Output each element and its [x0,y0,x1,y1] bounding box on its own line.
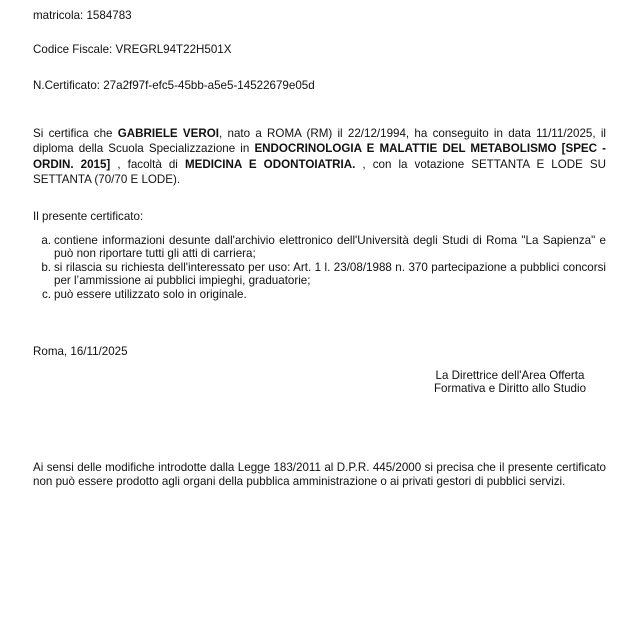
list-item [33,261,606,288]
faculty-intro: , facoltà di [110,157,185,171]
certification-paragraph [33,126,606,188]
list-item-text: si rilascia su richiesta dell'interessato per uso: Art. 1 l. 23/08/1988 n. 370 partecipazione a pubblici concorsi per l’ammissione ai pubblici impieghi, graduatorie; [54,260,606,288]
grade-text: , con la votazione SETTANTA E LODE SU SETTANTA (70/70 E LODE). [33,157,606,187]
certification-details: , nato a ROMA (RM) il 22/12/1994, ha conseguito in data 11/11/2025, il diploma della Scuola Specializzazione in [33,127,606,156]
present-certificate-title: Il presente certificato: [33,210,144,223]
list-marker: b. [41,260,51,274]
list-marker: a. [41,234,51,247]
place-date: Roma, 16/11/2025 [33,345,128,358]
codice-fiscale: Codice Fiscale: VREGRL94T22H501X [33,43,232,56]
signature-line-2: Formativa e Diritto allo Studio [433,382,587,395]
certificate-number: N.Certificato: 27a2f97f-efc5-45bb-a5e5-14522679e05d [33,79,315,92]
school-name: ENDOCRINOLOGIA E MALATTIE DEL METABOLISMO [SPEC - ORDIN. 2015] [33,142,606,171]
list-item [33,288,606,301]
matricola: matricola: 1584783 [33,9,132,22]
list-marker: c. [41,287,51,301]
list-item-text: contiene informazioni desunte dall'archivio elettronico dell'Università degli Studi di Roma "La Sapienza" e può non riportare tutti gli atti di carriera; [54,234,606,261]
list-item [33,234,606,261]
faculty-name: MEDICINA E ODONTOIATRIA. [184,157,356,171]
list-item-text: può essere utilizzato solo in originale. [54,287,247,301]
certificate-conditions-list [33,234,606,301]
footer-note: Ai sensi delle modifiche introdotte dalla Legge 183/2011 al D.P.R. 445/2000 si precisa che il presente certificato non può essere prodotto agli organi della pubblica amministrazione o ai privati gestori di pubblici servizi. [33,461,606,489]
graduate-name: GABRIELE VEROI [117,127,220,140]
certification-intro: Si certifica che [33,127,118,140]
signature-line-1: La Direttrice dell'Area Offerta [435,369,585,382]
